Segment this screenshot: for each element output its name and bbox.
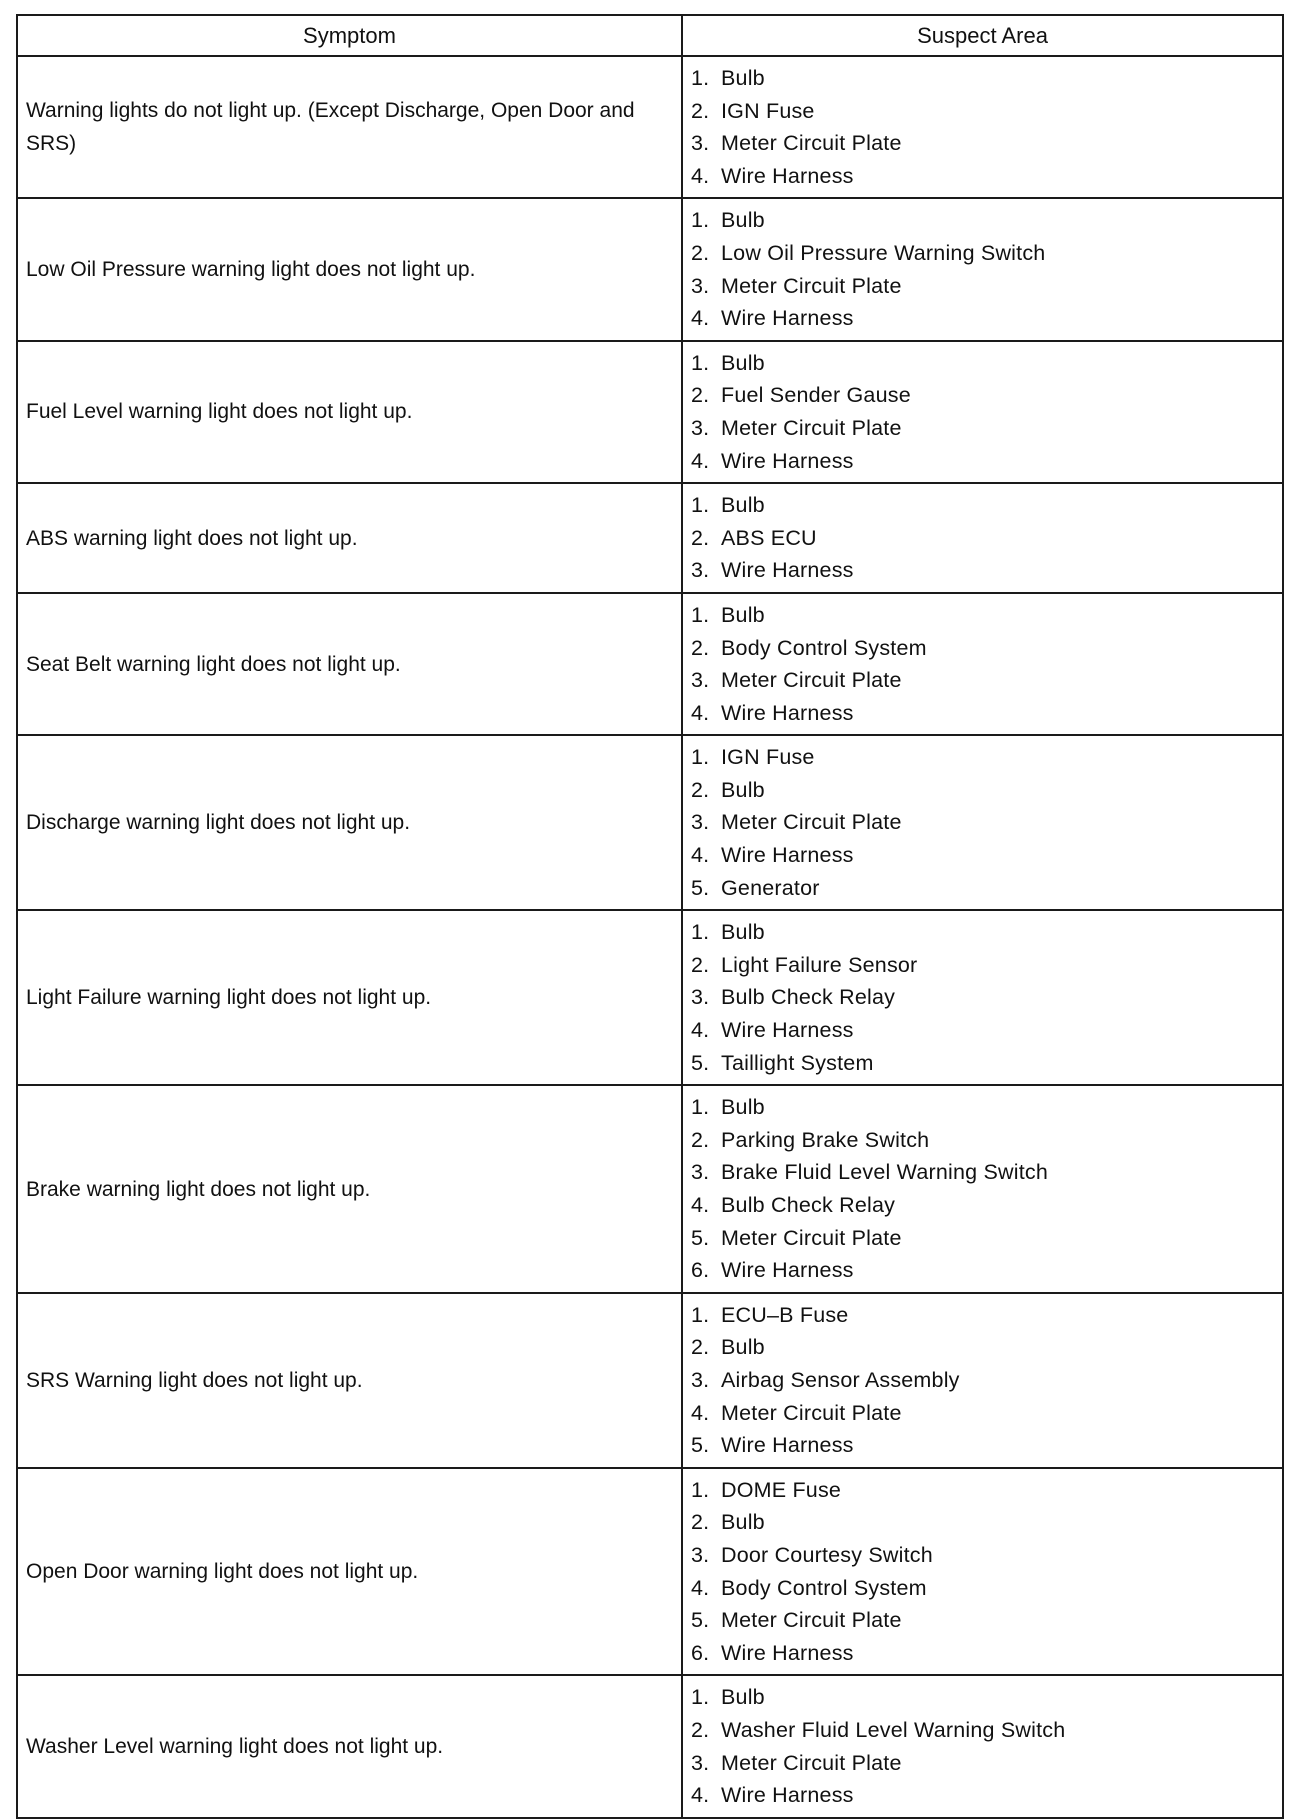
suspect-area-item xyxy=(691,1189,1276,1222)
item-number: 5. xyxy=(691,1433,710,1458)
suspect-area-item xyxy=(691,1124,1276,1157)
item-number: 1. xyxy=(691,493,710,518)
suspect-area-text: Light Failure Sensor xyxy=(721,952,918,977)
suspect-area-item xyxy=(691,1014,1276,1047)
item-number: 3. xyxy=(691,415,710,440)
item-number: 3. xyxy=(691,558,710,583)
suspect-area-text: Wire Harness xyxy=(721,558,854,583)
table-row xyxy=(17,198,1283,340)
suspect-area-text: Meter Circuit Plate xyxy=(721,1608,902,1633)
suspect-area-item xyxy=(691,916,1276,949)
suspect-area-list xyxy=(691,1299,1276,1462)
item-number: 2. xyxy=(691,1335,710,1360)
suspect-area-item xyxy=(691,774,1276,807)
suspect-area-text: Meter Circuit Plate xyxy=(721,1225,902,1250)
suspect-area-item xyxy=(691,1604,1276,1637)
item-number: 4. xyxy=(691,448,710,473)
suspect-area-text: IGN Fuse xyxy=(721,98,815,123)
symptom-cell: Low Oil Pressure warning light does not light up. xyxy=(17,198,682,340)
suspect-area-item xyxy=(691,1572,1276,1605)
suspect-area-text: ABS ECU xyxy=(721,525,817,550)
item-number: 2. xyxy=(691,525,710,550)
suspect-area-text: Bulb xyxy=(721,920,765,945)
item-number: 4. xyxy=(691,306,710,331)
suspect-area-item xyxy=(691,347,1276,380)
table-row xyxy=(17,910,1283,1085)
suspect-area-item xyxy=(691,1506,1276,1539)
suspect-area-item xyxy=(691,1299,1276,1332)
suspect-area-cell xyxy=(682,198,1283,340)
item-number: 2. xyxy=(691,240,710,265)
symptom-cell: Warning lights do not light up. (Except Discharge, Open Door and SRS) xyxy=(17,56,682,198)
item-number: 4. xyxy=(691,700,710,725)
suspect-area-text: Bulb xyxy=(721,602,765,627)
item-number: 2. xyxy=(691,635,710,660)
suspect-area-item xyxy=(691,379,1276,412)
suspect-area-item xyxy=(691,1474,1276,1507)
table-row xyxy=(17,1085,1283,1293)
suspect-area-text: Bulb xyxy=(721,493,765,518)
suspect-area-item xyxy=(691,412,1276,445)
item-number: 2. xyxy=(691,1510,710,1535)
item-number: 1. xyxy=(691,1685,710,1710)
item-number: 1. xyxy=(691,208,710,233)
item-number: 2. xyxy=(691,98,710,123)
item-number: 2. xyxy=(691,1717,710,1742)
suspect-area-list xyxy=(691,1091,1276,1287)
suspect-area-item xyxy=(691,160,1276,193)
suspect-area-text: Wire Harness xyxy=(721,306,854,331)
table-row xyxy=(17,1293,1283,1468)
suspect-area-cell xyxy=(682,910,1283,1085)
suspect-area-item xyxy=(691,270,1276,303)
suspect-area-item xyxy=(691,1156,1276,1189)
suspect-area-cell xyxy=(682,1675,1283,1817)
table-body xyxy=(17,56,1283,1818)
table-row xyxy=(17,1468,1283,1676)
suspect-area-list xyxy=(691,741,1276,904)
table-row xyxy=(17,483,1283,593)
item-number: 1. xyxy=(691,1302,710,1327)
suspect-area-item xyxy=(691,839,1276,872)
suspect-area-text: Low Oil Pressure Warning Switch xyxy=(721,240,1046,265)
suspect-area-cell xyxy=(682,483,1283,593)
suspect-area-text: Washer Fluid Level Warning Switch xyxy=(721,1717,1066,1742)
suspect-area-text: Meter Circuit Plate xyxy=(721,810,902,835)
suspect-area-item xyxy=(691,872,1276,905)
item-number: 3. xyxy=(691,985,710,1010)
suspect-area-item xyxy=(691,697,1276,730)
item-number: 6. xyxy=(691,1258,710,1283)
suspect-area-item xyxy=(691,1254,1276,1287)
suspect-area-text: Meter Circuit Plate xyxy=(721,1400,902,1425)
suspect-area-item xyxy=(691,95,1276,128)
suspect-area-text: Wire Harness xyxy=(721,1018,854,1043)
suspect-area-cell xyxy=(682,56,1283,198)
item-number: 1. xyxy=(691,1477,710,1502)
item-number: 4. xyxy=(691,163,710,188)
symptom-cell: Open Door warning light does not light up. xyxy=(17,1468,682,1676)
suspect-area-text: Wire Harness xyxy=(721,1258,854,1283)
suspect-area-list xyxy=(691,204,1276,334)
item-number: 3. xyxy=(691,131,710,156)
suspect-area-item xyxy=(691,522,1276,555)
suspect-area-item xyxy=(691,489,1276,522)
suspect-area-text: Wire Harness xyxy=(721,700,854,725)
suspect-area-item xyxy=(691,1747,1276,1780)
item-number: 1. xyxy=(691,602,710,627)
suspect-area-cell xyxy=(682,735,1283,910)
suspect-area-cell xyxy=(682,1085,1283,1293)
suspect-area-cell xyxy=(682,1293,1283,1468)
suspect-area-text: Brake Fluid Level Warning Switch xyxy=(721,1160,1049,1185)
suspect-area-cell xyxy=(682,1468,1283,1676)
suspect-area-text: IGN Fuse xyxy=(721,745,815,770)
header-row xyxy=(17,15,1283,56)
symptom-column-header: Symptom xyxy=(17,15,682,56)
item-number: 3. xyxy=(691,1750,710,1775)
suspect-area-item xyxy=(691,1222,1276,1255)
suspect-area-text: DOME Fuse xyxy=(721,1477,842,1502)
suspect-area-text: Bulb Check Relay xyxy=(721,1193,896,1217)
symptom-cell: Fuel Level warning light does not light up. xyxy=(17,341,682,483)
suspect-area-text: Meter Circuit Plate xyxy=(721,415,902,440)
symptom-cell: ABS warning light does not light up. xyxy=(17,483,682,593)
symptom-cell: SRS Warning light does not light up. xyxy=(17,1293,682,1468)
item-number: 5. xyxy=(691,875,710,900)
suspect-area-item xyxy=(691,1047,1276,1080)
suspect-area-text: Wire Harness xyxy=(721,1640,854,1665)
suspect-area-text: Bulb xyxy=(721,777,765,802)
suspect-area-item xyxy=(691,1539,1276,1572)
table-row xyxy=(17,341,1283,483)
suspect-area-text: Wire Harness xyxy=(721,843,854,868)
suspect-area-item xyxy=(691,599,1276,632)
suspect-area-text: Wire Harness xyxy=(721,1433,854,1458)
suspect-area-text: Bulb xyxy=(721,350,765,375)
suspect-area-item xyxy=(691,204,1276,237)
suspect-area-item xyxy=(691,237,1276,270)
suspect-area-cell xyxy=(682,593,1283,735)
suspect-area-item xyxy=(691,981,1276,1014)
suspect-area-text: Meter Circuit Plate xyxy=(721,1750,902,1775)
item-number: 5. xyxy=(691,1050,710,1075)
symptom-cell: Washer Level warning light does not light up. xyxy=(17,1675,682,1817)
table-row xyxy=(17,735,1283,910)
table-row xyxy=(17,56,1283,198)
suspect-area-item xyxy=(691,1681,1276,1714)
suspect-area-item xyxy=(691,445,1276,478)
suspect-area-item xyxy=(691,1331,1276,1364)
suspect-area-text: Meter Circuit Plate xyxy=(721,131,902,156)
suspect-area-text: Bulb xyxy=(721,1095,765,1120)
suspect-area-text: Door Courtesy Switch xyxy=(721,1542,933,1567)
suspect-area-text: Meter Circuit Plate xyxy=(721,668,902,693)
suspect-area-column-header: Suspect Area xyxy=(682,15,1283,56)
item-number: 2. xyxy=(691,383,710,408)
item-number: 1. xyxy=(691,745,710,770)
suspect-area-list xyxy=(691,1474,1276,1670)
table-row xyxy=(17,593,1283,735)
suspect-area-item xyxy=(691,664,1276,697)
suspect-area-text: Wire Harness xyxy=(721,1783,854,1808)
suspect-area-item xyxy=(691,62,1276,95)
item-number: 2. xyxy=(691,952,710,977)
item-number: 1. xyxy=(691,66,710,90)
suspect-area-text: Bulb xyxy=(721,1335,765,1360)
suspect-area-text: Wire Harness xyxy=(721,163,854,188)
suspect-area-list xyxy=(691,347,1276,477)
item-number: 3. xyxy=(691,1542,710,1567)
item-number: 3. xyxy=(691,668,710,693)
suspect-area-item xyxy=(691,632,1276,665)
suspect-area-item xyxy=(691,554,1276,587)
suspect-area-text: ECU–B Fuse xyxy=(721,1302,849,1327)
suspect-area-text: Fuel Sender Gause xyxy=(721,383,911,408)
item-number: 3. xyxy=(691,273,710,298)
item-number: 1. xyxy=(691,920,710,945)
suspect-area-item xyxy=(691,1364,1276,1397)
suspect-area-list xyxy=(691,599,1276,729)
suspect-area-list xyxy=(691,62,1276,192)
suspect-area-text: Wire Harness xyxy=(721,448,854,473)
symptom-cell: Brake warning light does not light up. xyxy=(17,1085,682,1293)
item-number: 2. xyxy=(691,777,710,802)
item-number: 3. xyxy=(691,1160,710,1185)
item-number: 4. xyxy=(691,1400,710,1425)
suspect-area-item xyxy=(691,1714,1276,1747)
suspect-area-text: Meter Circuit Plate xyxy=(721,273,902,298)
suspect-area-text: Airbag Sensor Assembly xyxy=(721,1367,960,1392)
suspect-area-item xyxy=(691,302,1276,335)
troubleshooting-table xyxy=(16,14,1284,1819)
suspect-area-text: Body Control System xyxy=(721,635,927,660)
symptom-cell: Discharge warning light does not light up. xyxy=(17,735,682,910)
item-number: 4. xyxy=(691,1193,710,1217)
item-number: 4. xyxy=(691,1575,710,1600)
suspect-area-item xyxy=(691,1091,1276,1124)
suspect-area-text: Taillight System xyxy=(721,1050,874,1075)
suspect-area-list xyxy=(691,1681,1276,1811)
symptom-cell: Seat Belt warning light does not light up. xyxy=(17,593,682,735)
suspect-area-text: Bulb xyxy=(721,66,765,90)
item-number: 1. xyxy=(691,350,710,375)
suspect-area-text: Generator xyxy=(721,875,820,900)
item-number: 4. xyxy=(691,843,710,868)
suspect-area-text: Bulb Check Relay xyxy=(721,985,896,1010)
item-number: 3. xyxy=(691,1367,710,1392)
suspect-area-item xyxy=(691,1397,1276,1430)
item-number: 6. xyxy=(691,1640,710,1665)
item-number: 3. xyxy=(691,810,710,835)
suspect-area-item xyxy=(691,1429,1276,1462)
suspect-area-list xyxy=(691,489,1276,587)
suspect-area-text: Body Control System xyxy=(721,1575,927,1600)
item-number: 5. xyxy=(691,1608,710,1633)
item-number: 2. xyxy=(691,1127,710,1152)
symptom-cell: Light Failure warning light does not light up. xyxy=(17,910,682,1085)
suspect-area-item xyxy=(691,127,1276,160)
suspect-area-text: Bulb xyxy=(721,208,765,233)
item-number: 4. xyxy=(691,1018,710,1043)
suspect-area-item xyxy=(691,1779,1276,1812)
suspect-area-item xyxy=(691,949,1276,982)
suspect-area-item xyxy=(691,1637,1276,1670)
suspect-area-list xyxy=(691,916,1276,1079)
item-number: 1. xyxy=(691,1095,710,1120)
suspect-area-text: Bulb xyxy=(721,1685,765,1710)
item-number: 4. xyxy=(691,1783,710,1808)
item-number: 5. xyxy=(691,1225,710,1250)
suspect-area-cell xyxy=(682,341,1283,483)
suspect-area-item xyxy=(691,741,1276,774)
suspect-area-text: Bulb xyxy=(721,1510,765,1535)
suspect-area-text: Parking Brake Switch xyxy=(721,1127,930,1152)
suspect-area-item xyxy=(691,806,1276,839)
table-row xyxy=(17,1675,1283,1817)
